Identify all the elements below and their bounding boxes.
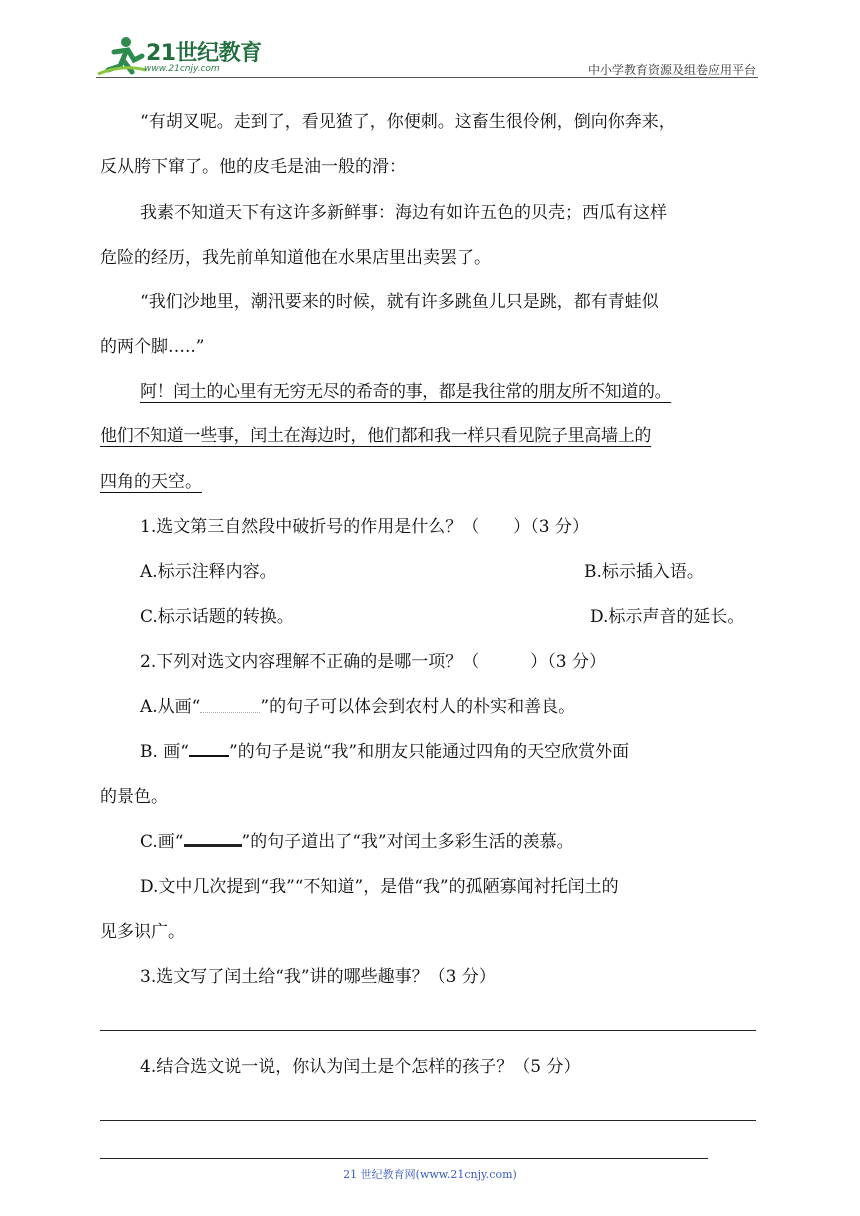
q1-option-b: B.标示插入语。	[584, 562, 704, 582]
wavy-line-marker	[200, 702, 260, 713]
passage-p2-line2: 危险的经历，我先前单知道他在水果店里出卖罢了。	[100, 248, 491, 268]
platform-title: 中小学教育资源及组卷应用平台	[587, 63, 756, 77]
page-header	[96, 34, 756, 78]
passage-p3-line1: “我们沙地里，潮汛要来的时候，就有许多跳鱼儿只是跳，都有青蛙似	[140, 292, 659, 312]
q1-stem: 1.选文第三自然段中破折号的作用是什么？（ ）（3 分）	[140, 517, 589, 537]
q2-b-prefix: B. 画“	[140, 742, 189, 762]
passage-p2-line1: 我素不知道天下有这许多新鲜事：海边有如许五色的贝壳；西瓜有这样	[140, 203, 667, 223]
runner-logo-icon	[96, 34, 148, 78]
q1-option-a: A.标示注释内容。	[140, 562, 277, 582]
q1-option-c: C.标示话题的转换。	[140, 607, 294, 627]
thick-line-marker	[184, 830, 242, 847]
q2-c-suffix: ”的句子道出了“我”对闰土多彩生活的羡慕。	[241, 832, 574, 852]
q4-stem: 4.结合选文说一说，你认为闰土是个怎样的孩子？（5 分）	[140, 1057, 581, 1077]
q1-option-d: D.标示声音的延长。	[590, 607, 745, 627]
q2-a-suffix: ”的句子可以体会到农村人的朴实和善良。	[260, 697, 576, 717]
q4-answer-line-2[interactable]	[100, 1158, 708, 1159]
q2-option-b-cont: 的景色。	[100, 787, 168, 807]
q3-answer-line[interactable]	[100, 1030, 756, 1031]
header-divider	[96, 77, 758, 78]
q2-option-d: D.文中几次提到“我”“不知道”，是借“我”的孤陋寡闻衬托闰土的	[140, 877, 619, 897]
page-footer: 21 世纪教育网(www.21cnjy.com)	[343, 1168, 517, 1181]
passage-p4-line1: 阿！闰土的心里有无穷无尽的希奇的事，都是我往常的朋友所不知道的。	[140, 382, 672, 402]
q4-answer-line-1[interactable]	[100, 1120, 756, 1121]
straight-line-marker	[189, 741, 229, 757]
passage-p3-line2: 的两个脚…..”	[100, 337, 205, 357]
passage-p4-line3: 四角的天空。	[100, 472, 202, 492]
q2-b-suffix: ”的句子是说“我”和朋友只能通过四角的天空欣赏外面	[229, 742, 630, 762]
q2-a-prefix: A.从画“	[140, 697, 201, 717]
q2-c-prefix: C.画“	[140, 832, 184, 852]
q2-option-b	[140, 740, 629, 764]
q2-option-c	[140, 830, 574, 854]
passage-p1-line1: “有胡叉呢。走到了，看见猹了，你便刺。这畜生很伶俐，倒向你奔来，	[140, 112, 676, 132]
passage-p4-line2: 他们不知道一些事，闰土在海边时，他们都和我一样只看见院子里高墙上的	[100, 426, 652, 446]
site-logo	[96, 34, 266, 78]
brand-url: www.21cnjy.com	[144, 64, 220, 74]
q3-stem: 3.选文写了闰土给“我”讲的哪些趣事？（3 分）	[140, 967, 496, 987]
passage-p1-line2: 反从胯下窜了。他的皮毛是油一般的滑：	[100, 157, 406, 177]
q2-option-d-cont: 见多识广。	[100, 922, 185, 942]
brand-name: 21世纪教育	[146, 41, 262, 66]
q2-stem: 2.下列对选文内容理解不正确的是哪一项？（ ）（3 分）	[140, 652, 606, 672]
q2-option-a	[140, 695, 575, 719]
